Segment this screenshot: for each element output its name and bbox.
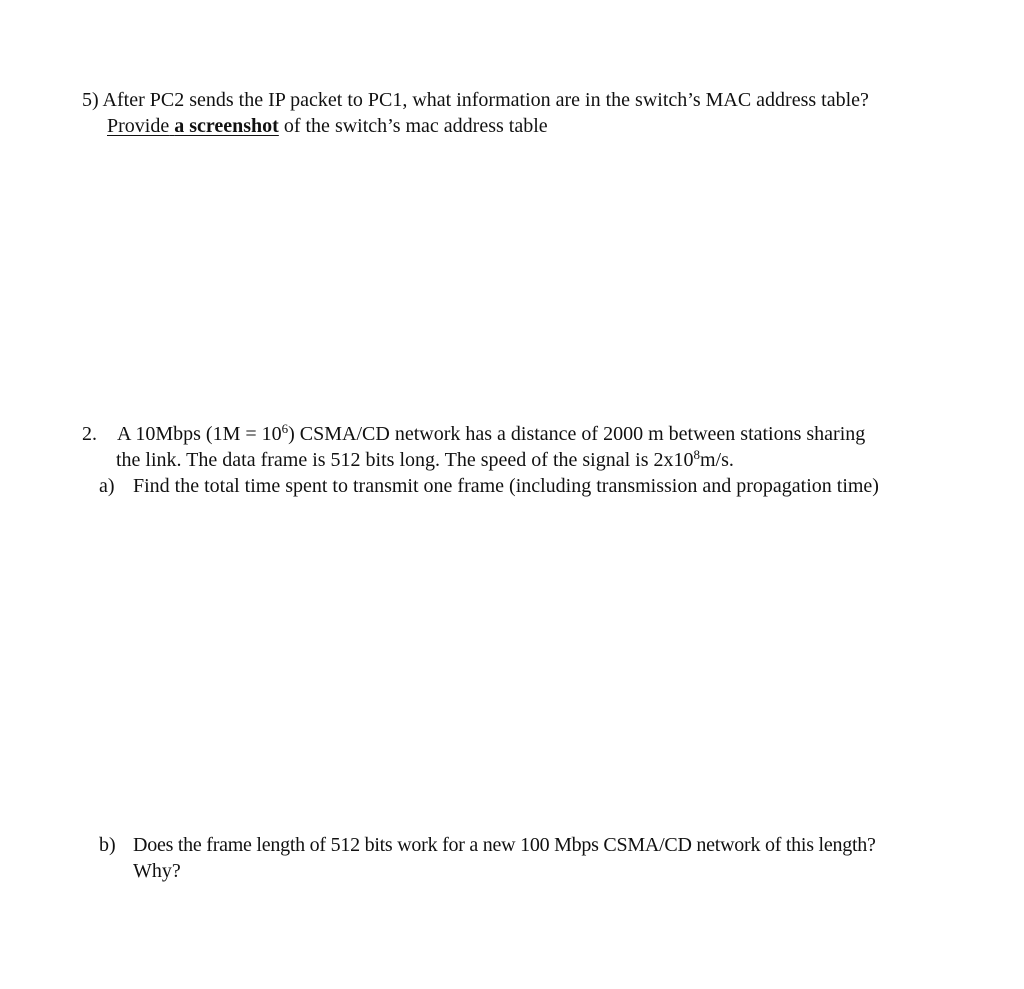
question-2-number: 2. <box>82 423 97 445</box>
question-5-line-2 <box>107 114 548 138</box>
question-2-stem-line-2: the link. The data frame is 512 bits long. The speed of the signal is $2x10^8m/s$. <box>116 447 734 471</box>
question-5-text: 5) After PC2 sends the IP packet to PC1, what information are in the switch’s MAC address table? <box>82 89 869 111</box>
part-a-label: a) <box>99 475 115 497</box>
question-5-line-2-rest: of the switch’s mac address table <box>278 115 548 137</box>
part-b-label: b) <box>99 834 116 856</box>
question-2-stem-line-1: A 10Mbps $(1M = 10^6)$ CSMA/CD network has a distance of 2000 m between stations sharing <box>117 421 866 445</box>
part-b-text-line-1: Does the frame length of 512 bits work for a new 100 Mbps CSMA/CD network of this length? <box>133 834 876 856</box>
part-b-text-line-2: Why? <box>133 860 181 882</box>
exponent-6: 6 <box>281 421 289 436</box>
screenshot-emphasis: a screenshot <box>174 115 279 137</box>
part-a-text: Find the total time spent to transmit one frame (including transmission and propagation time) <box>133 475 879 497</box>
exponent-8: 8 <box>693 447 700 462</box>
provide-screenshot-instruction: Provide a screenshot <box>107 115 279 137</box>
question-5-line-1 <box>82 88 869 112</box>
